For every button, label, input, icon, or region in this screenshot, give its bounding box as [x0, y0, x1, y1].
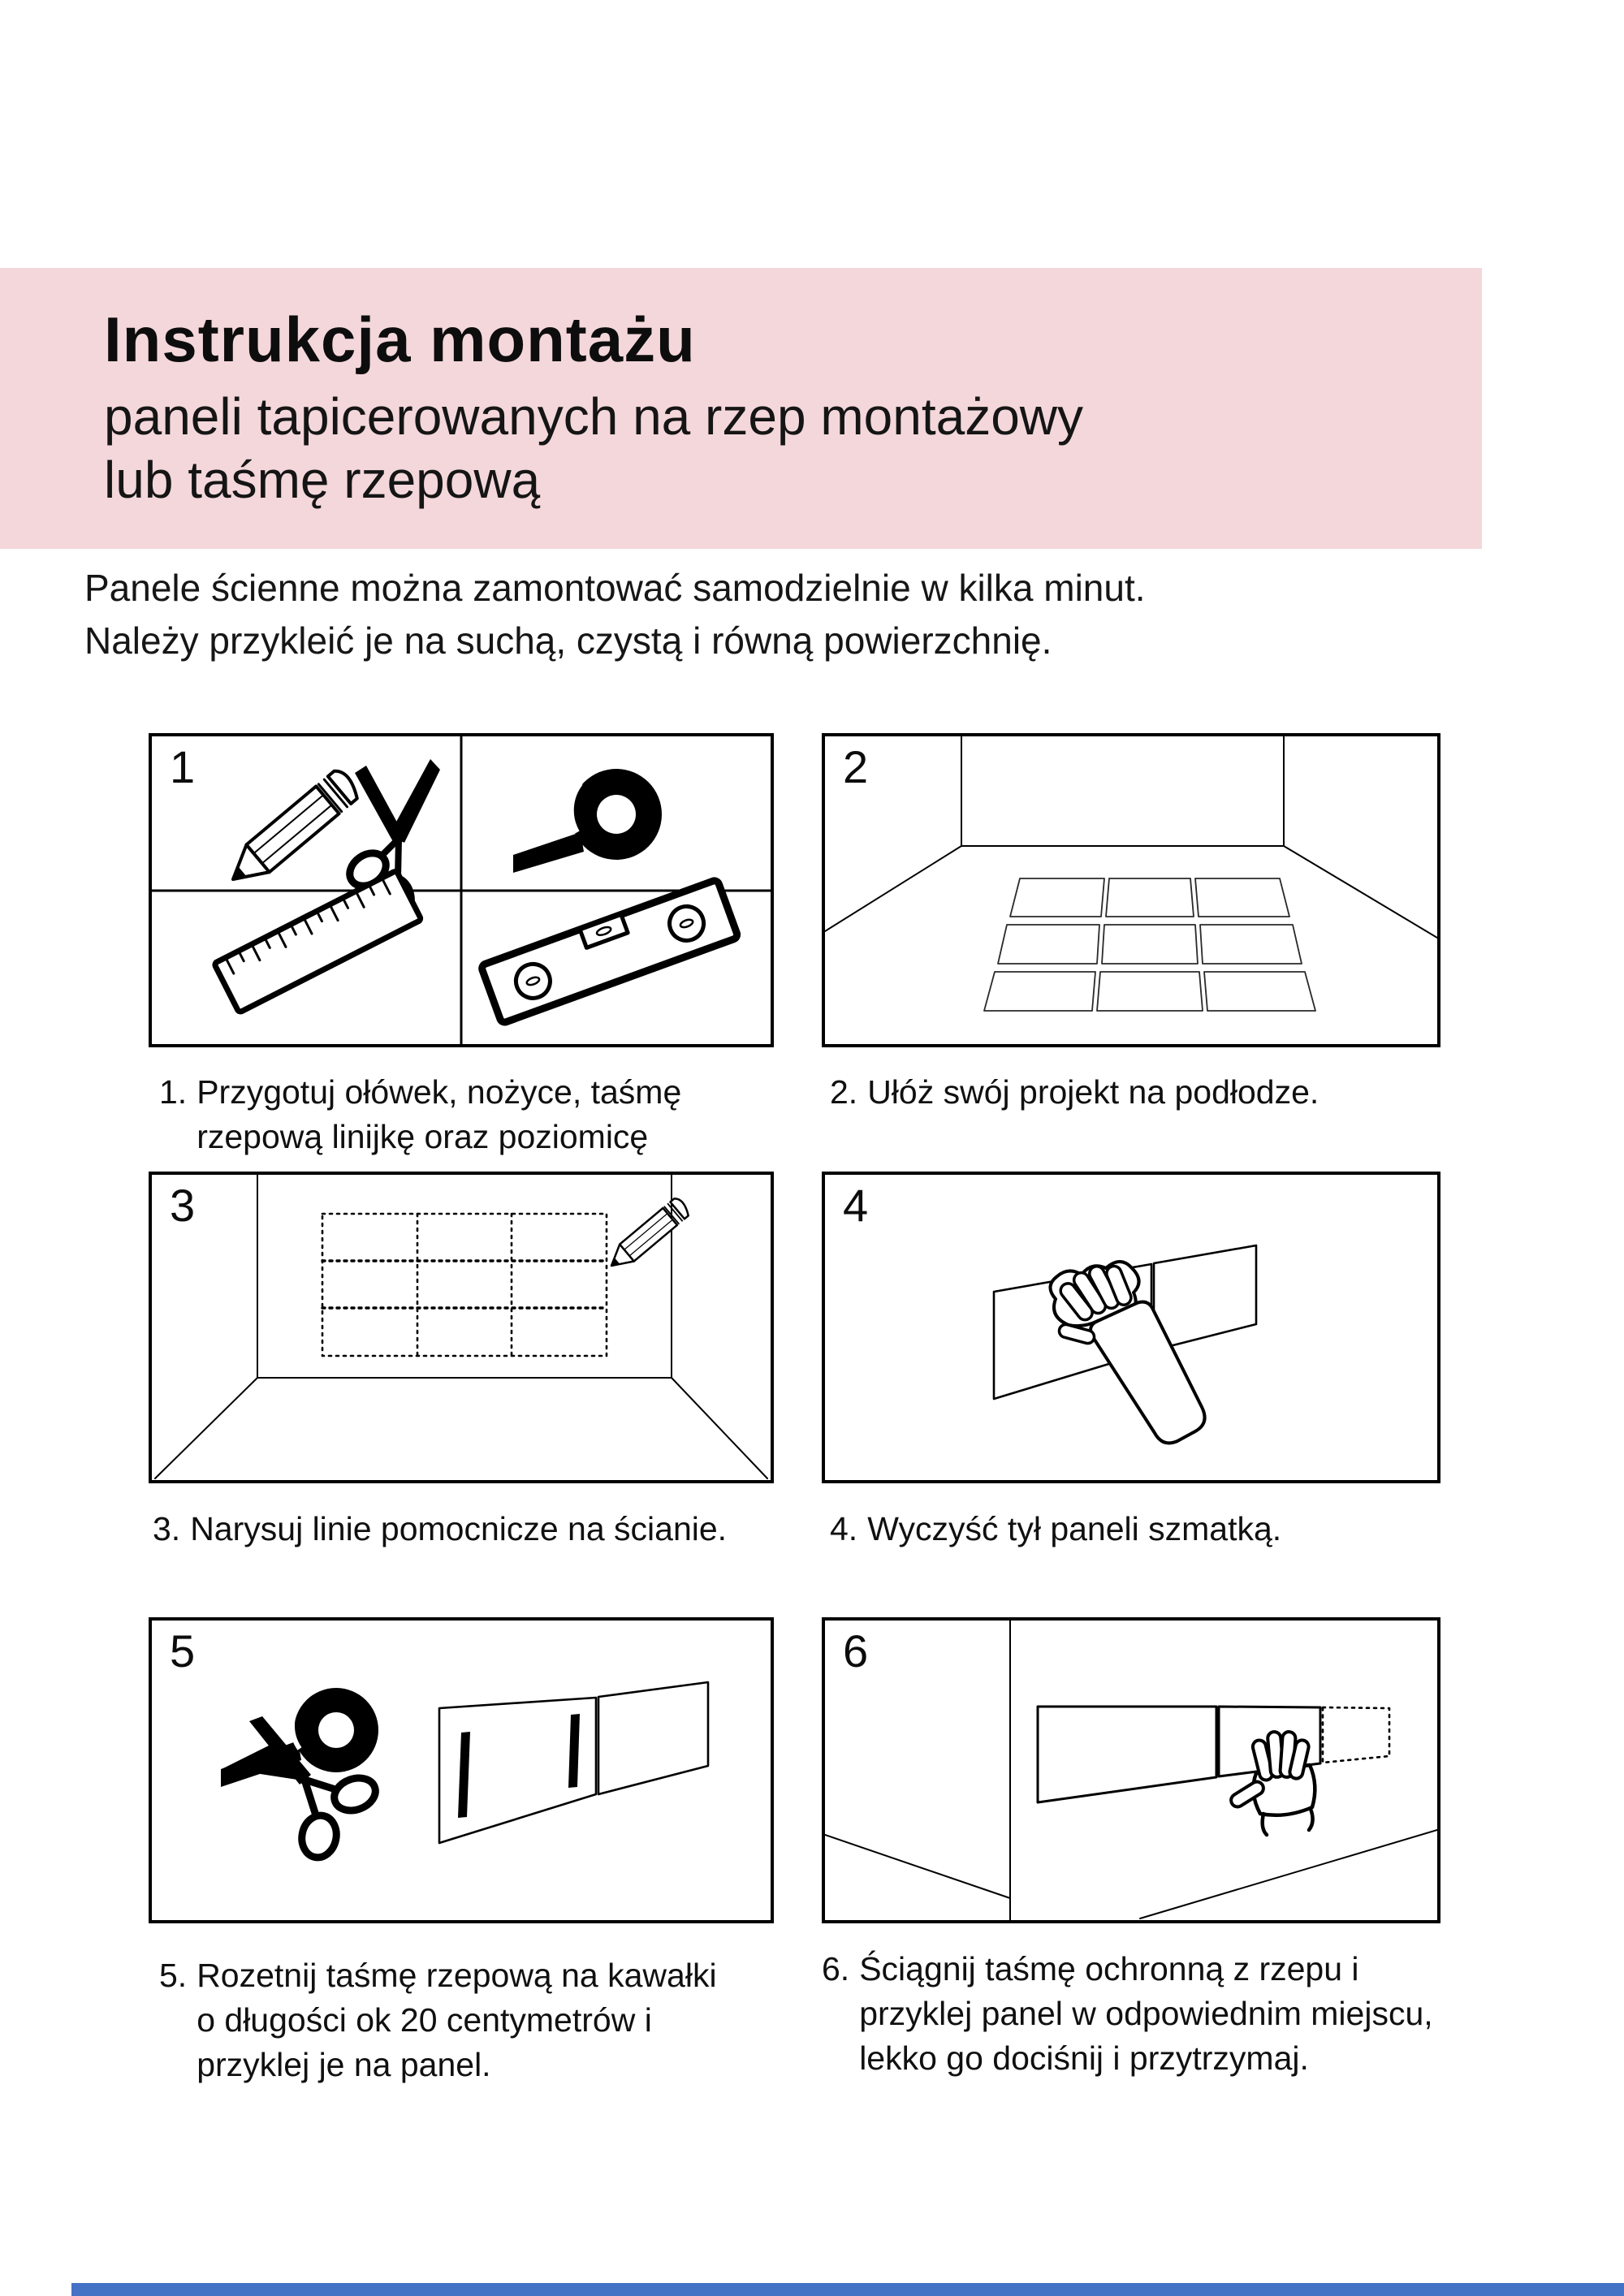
step-2-figure — [822, 733, 1440, 1047]
step-5-number: 5 — [170, 1625, 196, 1677]
step-5-caption-text: Rozetnij taśmę rzepową na kawałki o długości ok 20 centymetrów i przyklej je na panel. — [197, 1957, 717, 2083]
step-3-caption — [153, 1507, 727, 1552]
step-1-caption-text: Przygotuj ołówek, nożyce, taśmę rzepową linijkę oraz poziomicę — [197, 1073, 682, 1155]
step-4-figure — [822, 1172, 1440, 1483]
step-2-caption-text: Ułóż swój projekt na podłodze. — [867, 1073, 1320, 1111]
step-5-figure — [149, 1617, 774, 1923]
page-subtitle — [104, 385, 1482, 511]
page-subtitle-line-2: lub taśmę rzepową — [104, 450, 541, 509]
step-3-number: 3 — [170, 1180, 196, 1231]
floor-panels-grid — [984, 878, 1315, 1011]
step-2-caption — [830, 1070, 1319, 1115]
ruler-icon — [214, 870, 421, 1012]
step-3-caption-number: 3. — [153, 1510, 181, 1547]
step-6-caption-text: Ściągnij taśmę ochronną z rzepu i przyklej panel w odpowiednim miejscu, lekko go dociśnij i przytrzymaj. — [859, 1950, 1433, 2077]
intro-line-2: Należy przykleić je na suchą, czystą i równą powierzchnię. — [84, 619, 1052, 662]
step-1-caption — [159, 1070, 681, 1159]
dashed-guide-grid — [322, 1214, 607, 1356]
step-5-illustration — [152, 1621, 771, 1920]
step-1-figure — [149, 733, 774, 1047]
step-4-caption — [830, 1507, 1281, 1552]
step-6-caption-number: 6. — [822, 1950, 850, 1987]
step-5-caption-number: 5. — [159, 1957, 188, 1994]
step-6-caption — [822, 1947, 1433, 2081]
step-6-number: 6 — [843, 1625, 869, 1677]
step-1-illustration — [152, 736, 771, 1044]
pencil-icon — [222, 767, 362, 893]
step-4-number: 4 — [843, 1180, 869, 1231]
page-subtitle-line-1: paneli tapicerowanych na rzep montażowy — [104, 386, 1083, 446]
step-6-figure — [822, 1617, 1440, 1923]
spirit-level-icon — [481, 879, 738, 1023]
intro-line-1: Panele ścienne można zamontować samodzielnie w kilka minut. — [84, 567, 1146, 609]
footer-accent-bar — [71, 2283, 1624, 2296]
step-1-caption-number: 1. — [159, 1073, 188, 1111]
step-5-caption — [159, 1953, 717, 2087]
page-title: Instrukcja montażu — [104, 304, 696, 375]
step-1-number: 1 — [170, 741, 196, 792]
intro-paragraph — [84, 562, 1146, 668]
header-banner — [0, 268, 1482, 549]
mounted-panels-drawing — [1038, 1707, 1389, 1802]
step-4-caption-number: 4. — [830, 1510, 858, 1547]
pencil-icon — [604, 1196, 691, 1274]
step-4-illustration — [825, 1175, 1437, 1480]
step-2-illustration — [825, 736, 1437, 1044]
step-3-caption-text: Narysuj linie pomocnicze na ścianie. — [190, 1510, 728, 1547]
velcro-tape-roll-icon — [513, 769, 662, 873]
panel-with-tape-strips-drawing — [439, 1682, 708, 1843]
step-2-caption-number: 2. — [830, 1073, 858, 1111]
step-3-figure — [149, 1172, 774, 1483]
step-3-illustration — [152, 1175, 771, 1480]
step-2-number: 2 — [843, 741, 869, 792]
step-6-illustration — [825, 1621, 1437, 1920]
step-4-caption-text: Wyczyść tył paneli szmatką. — [867, 1510, 1282, 1547]
